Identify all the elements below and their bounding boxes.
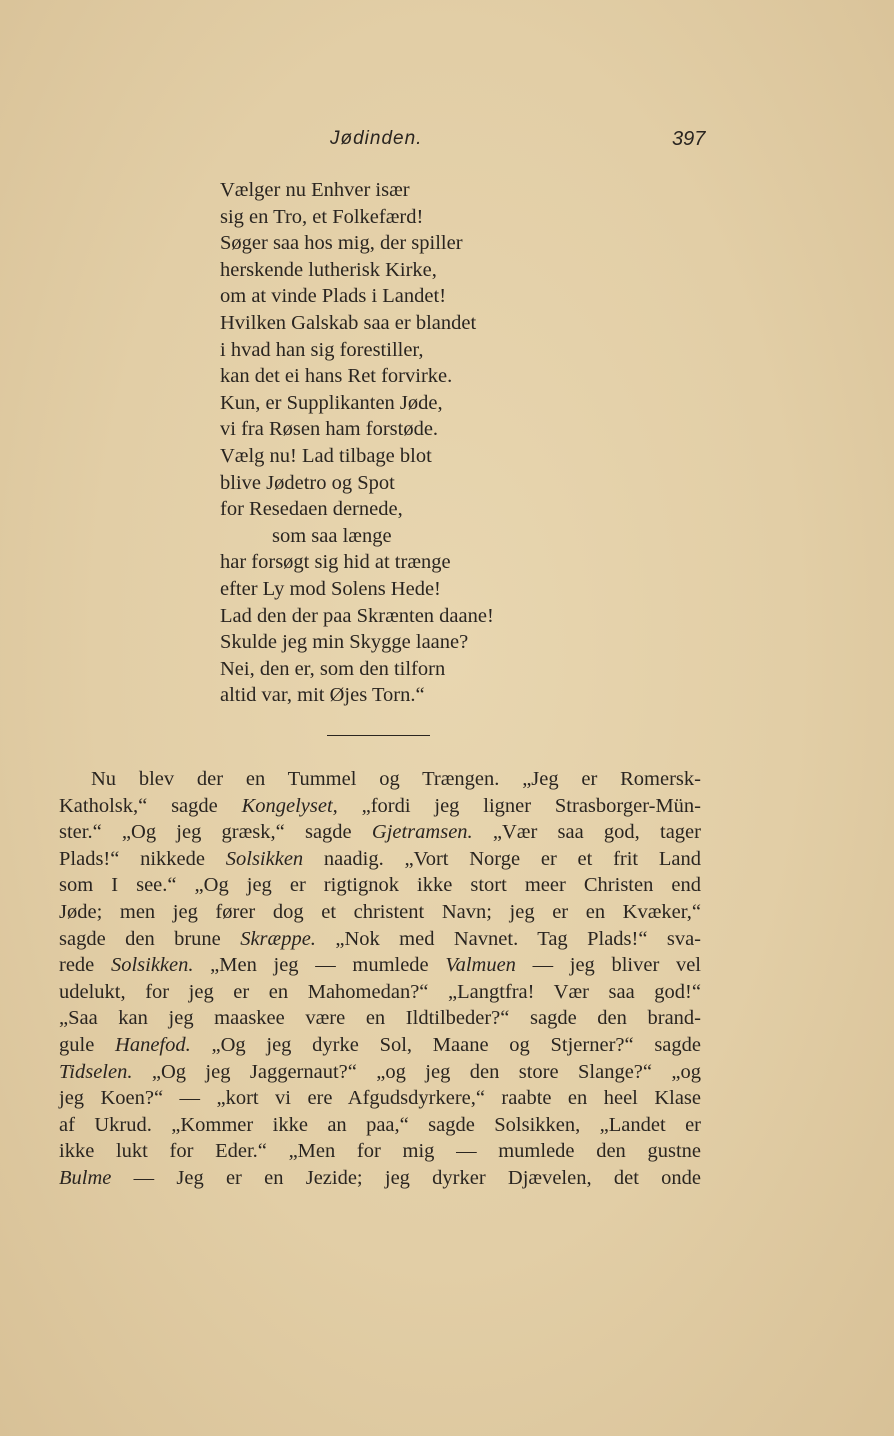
prose-line: gule Hanefod. „Og jeg dyrke Sol, Maane og Stjerner?“ sagde — [59, 1033, 701, 1056]
italic-name: Skræppe. — [240, 927, 316, 950]
prose-line: jeg Koen?“ — „kort vi ere Afgudsdyrkere,“ raabte en heel Klase — [59, 1087, 701, 1110]
italic-name: Gjetramsen. — [371, 821, 473, 844]
poem-line: i hvad han sig forestiller, — [220, 338, 424, 361]
prose-line: Jøde; men jeg fører dog et christent Navn; jeg er en Kvæker,“ — [59, 900, 701, 923]
prose-line: Plads!“ nikkede Solsikken naadig. „Vort Norge er et frit Land — [59, 847, 701, 870]
poem-line: har forsøgt sig hid at trænge — [220, 551, 451, 574]
prose-line: Nu blev der en Tummel og Trængen. „Jeg er Romersk- — [91, 768, 701, 790]
poem-line: Søger saa hos mig, der spiller — [220, 232, 463, 255]
poem-line: Nei, den er, som den tilforn — [220, 657, 446, 680]
prose-line: udelukt, for jeg er en Mahomedan?“ „Langtfra! Vær saa god!“ — [59, 980, 701, 1003]
italic-name: Valmuen — [445, 954, 516, 977]
poem-line: blive Jødetro og Spot — [220, 471, 395, 494]
prose-line: Katholsk,“ sagde Kongelyset, „fordi jeg ligner Strasborger-Mün- — [59, 794, 701, 817]
prose-line: ikke lukt for Eder.“ „Men for mig — mumlede den gustne — [59, 1140, 701, 1163]
prose-line: af Ukrud. „Kommer ikke an paa,“ sagde Solsikken, „Landet er — [59, 1113, 701, 1136]
section-divider — [327, 735, 430, 736]
poem-line: Vælg nu! Lad tilbage blot — [220, 444, 432, 467]
poem-line: sig en Tro, et Folkefærd! — [220, 205, 424, 228]
prose-line: Tidselen. „Og jeg Jaggernaut?“ „og jeg den store Slange?“ „og — [59, 1060, 701, 1083]
page-number: 397 — [672, 128, 706, 150]
italic-name: Solsikken. — [110, 954, 194, 977]
poem-stanza — [220, 177, 640, 709]
italic-name: Solsikken — [225, 847, 304, 870]
italic-name: Tidselen. — [59, 1060, 133, 1083]
poem-line: herskende lutherisk Kirke, — [220, 258, 437, 281]
running-title: Jødinden. — [330, 128, 423, 149]
poem-line: for Resedaen dernede, — [220, 498, 403, 521]
poem-line: om at vinde Plads i Landet! — [220, 285, 447, 308]
poem-line: kan det ei hans Ret forvirke. — [220, 365, 453, 388]
prose-line: Bulme — Jeg er en Jezide; jeg dyrker Djævelen, det onde — [59, 1166, 701, 1189]
poem-line: vi fra Røsen ham forstøde. — [220, 418, 439, 441]
prose-line: „Saa kan jeg maaskee være en Ildtilbeder?“ sagde den brand- — [59, 1007, 701, 1030]
poem-line: altid var, mit Øjes Torn.“ — [220, 684, 425, 707]
prose-line: ster.“ „Og jeg græsk,“ sagde Gjetramsen. „Vær saa god, tager — [59, 821, 701, 844]
running-head — [0, 128, 894, 158]
poem-line: Lad den der paa Skrænten daane! — [220, 604, 494, 627]
prose-line: som I see.“ „Og jeg er rigtignok ikke stort meer Christen end — [59, 874, 701, 897]
poem-line: som saa længe — [272, 524, 392, 547]
prose-line: sagde den brune Skræppe. „Nok med Navnet. Tag Plads!“ sva- — [59, 927, 702, 950]
poem-line: Vælger nu Enhver især — [220, 179, 410, 201]
poem-line: efter Ly mod Solens Hede! — [220, 577, 441, 600]
italic-name: Bulme — [59, 1166, 112, 1189]
italic-name: Hanefod. — [115, 1033, 191, 1056]
prose-line: rede Solsikken. „Men jeg — mumlede Valmuen — jeg bliver vel — [59, 954, 701, 977]
poem-line: Skulde jeg min Skygge laane? — [220, 631, 469, 654]
prose-paragraph — [59, 766, 701, 1192]
poem-line: Hvilken Galskab saa er blandet — [220, 311, 477, 334]
italic-name: Kongelyset, — [241, 794, 338, 817]
poem-line: Kun, er Supplikanten Jøde, — [220, 391, 443, 414]
